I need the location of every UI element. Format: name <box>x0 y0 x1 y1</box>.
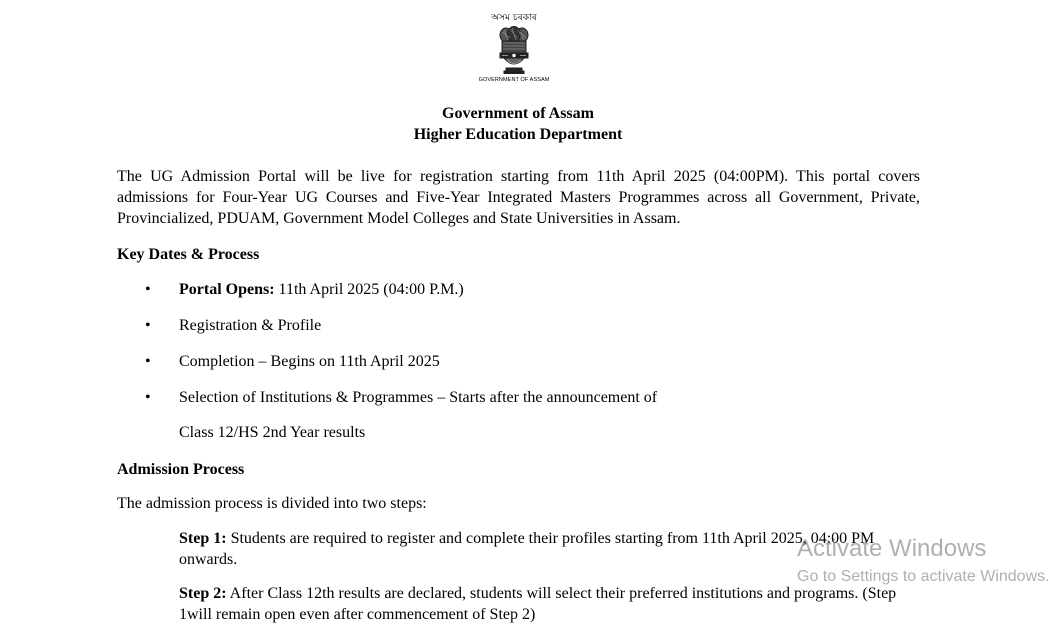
bullet-icon: • <box>145 281 151 298</box>
admission-heading: Admission Process <box>117 461 245 478</box>
state-emblem <box>468 12 560 84</box>
list-item <box>179 279 464 300</box>
list-item-text: 11th April 2025 (04:00 P.M.) <box>274 281 464 298</box>
list-item <box>179 315 321 336</box>
bullet-icon: • <box>145 317 151 334</box>
activate-windows-subtitle: Go to Settings to activate Windows. <box>797 568 1050 585</box>
admission-paragraph: The admission process is divided into two steps: <box>117 495 427 512</box>
step-label: Step 2: <box>179 585 227 602</box>
key-dates-heading: Key Dates & Process <box>117 246 260 263</box>
list-item-continuation: Class 12/HS 2nd Year results <box>179 424 366 441</box>
bullet-icon: • <box>145 353 151 370</box>
list-item <box>179 351 440 372</box>
list-item-text: Completion – Begins on 11th April 2025 <box>179 353 440 370</box>
step-2 <box>179 583 909 625</box>
title-department: Higher Education Department <box>413 126 623 143</box>
list-item-text: Selection of Institutions & Programmes – Starts after the announcement of <box>179 389 658 406</box>
step-label: Step 1: <box>179 530 227 547</box>
step-text: After Class 12th results are declared, students will select their preferred institutions and programs. (Step 1will remain open even after commencement of Step 2) <box>179 585 897 623</box>
step-text: Students are required to register and complete their profiles starting from 11th April 2025, 04:00 PM onwards. <box>179 530 875 568</box>
bullet-icon: • <box>145 389 151 406</box>
emblem-assamese-text: অসম চৰকাৰ <box>491 13 537 23</box>
title-government: Government of Assam <box>442 105 594 122</box>
list-item-text: Registration & Profile <box>179 317 322 334</box>
intro-paragraph: The UG Admission Portal will be live for registration starting from 11th April 2025 (04:00PM). This portal covers admissions for Four-Year UG Courses and Five-Year Integrated Masters Programmes across all Government, Private, Provincialized, PDUAM, Government Model Colleges and State Universities in Assam. <box>117 168 920 227</box>
list-item-label: Portal Opens: <box>179 281 275 298</box>
activate-windows-title: Activate Windows <box>797 535 987 562</box>
lion-capital-icon <box>496 26 532 76</box>
emblem-english-text: GOVERNMENT OF ASSAM <box>478 77 550 83</box>
list-item <box>179 387 657 408</box>
